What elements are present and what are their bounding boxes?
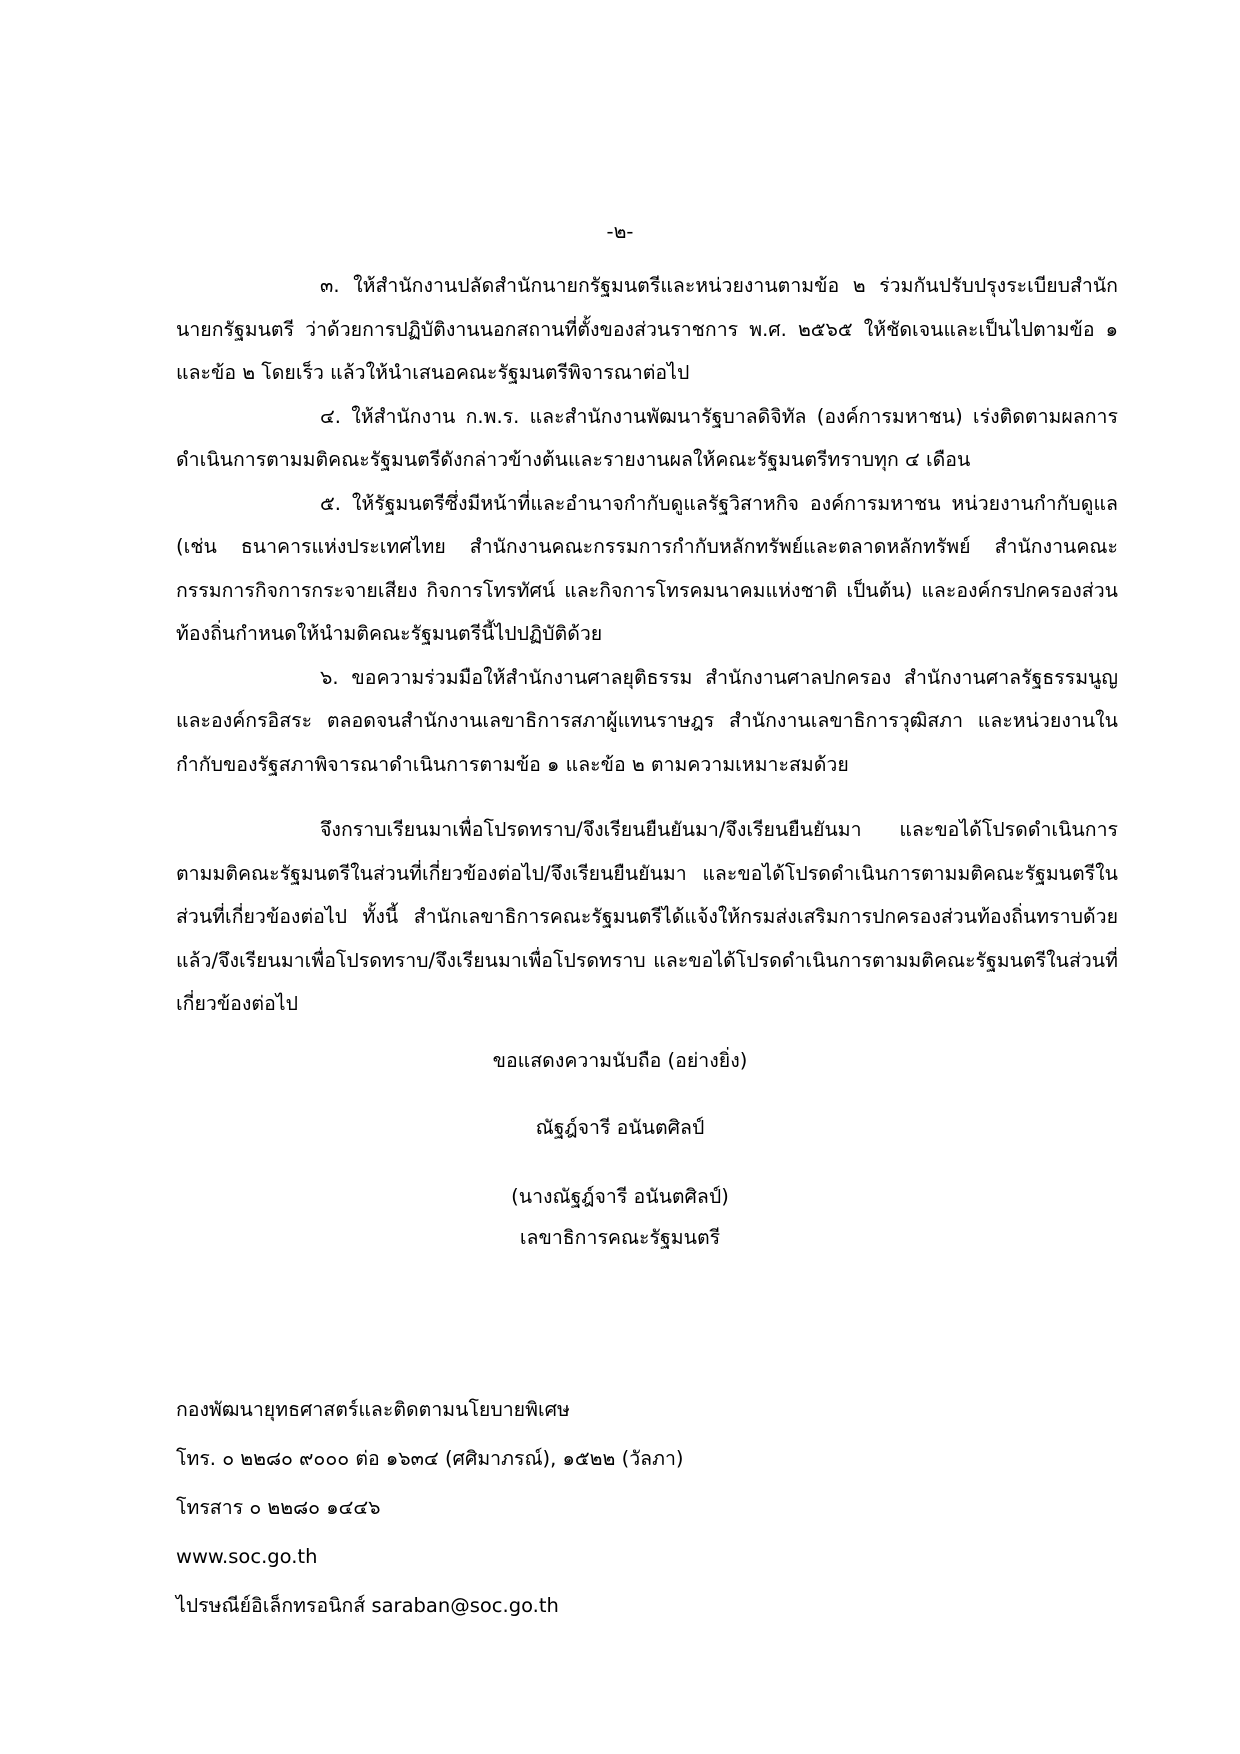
division-name: กองพัฒนายุทธศาสตร์และติดตามนโยบายพิเศษ (176, 1398, 570, 1421)
phone-line: โทร. ๐ ๒๒๘๐ ๙๐๐๐ ต่อ ๑๖๓๔ (ศศิมาภรณ์), ๑๕๒๒ (วัลภา) (176, 1447, 684, 1470)
signatory-full-name: (นางณัฐฎ์จารี อนันตศิลป์) (511, 1185, 729, 1208)
paragraph-item-3: ๓. ให้สำนักงานปลัดสำนักนายกรัฐมนตรีและหน่วยงานตามข้อ ๒ ร่วมกันปรับปรุงระเบียบสำนักนายกรัฐมนตรี ว่าด้วยการปฏิบัติงานนอกสถานที่ตั้งของส่วนราชการ พ.ศ. ๒๕๖๕ ให้ชัดเจนและเป็นไปตามข้อ ๑ และข้อ ๒ โดยเร็ว แล้วให้นำเสนอคณะรัฐมนตรีพิจารณาต่อไป (176, 274, 1118, 384)
email-line[interactable]: ไปรษณีย์อิเล็กทรอนิกส์ saraban@soc.go.th (176, 1594, 559, 1617)
contact-footer (176, 1385, 1076, 1630)
website-link[interactable]: www.soc.go.th (176, 1545, 318, 1568)
signatory-position: เลขาธิการคณะรัฐมนตรี (519, 1226, 721, 1249)
paragraph-item-5: ๕. ให้รัฐมนตรีซึ่งมีหน้าที่และอำนาจกำกับดูแลรัฐวิสาหกิจ องค์การมหาชน หน่วยงานกำกับดูแล (เช่น ธนาคารแห่งประเทศไทย สำนักงานคณะกรรมการกำกับหลักทรัพย์และตลาดหลักทรัพย์ สำนักงานคณะกรรมการกิจการกระจายเสียง กิจการโทรทัศน์ และกิจการโทรคมนาคมแห่งชาติ เป็นต้น) และองค์กรปกครองส่วนท้องถิ่นกำหนดให้นำมติคณะรัฐมนตรีนี้ไปปฏิบัติด้วย (176, 491, 1118, 645)
fax-line: โทรสาร ๐ ๒๒๘๐ ๑๔๔๖ (176, 1496, 381, 1519)
salutation: ขอแสดงความนับถือ (อย่างยิ่ง) (492, 1049, 748, 1072)
closing-paragraph: จึงกราบเรียนมาเพื่อโปรดทราบ/จึงเรียนยืนยันมา/จึงเรียนยืนยันมา และขอได้โปรดดำเนินการตามมติคณะรัฐมนตรีในส่วนที่เกี่ยวข้องต่อไป/จึงเรียนยืนยันมา และขอได้โปรดดำเนินการตามมติคณะรัฐมนตรีในส่วนที่เกี่ยวข้องต่อไป ทั้งนี้ สำนักเลขาธิการคณะรัฐมนตรีได้แจ้งให้กรมส่งเสริมการปกครองส่วนท้องถิ่นทราบด้วยแล้ว/จึงเรียนมาเพื่อโปรดทราบ/จึงเรียนมาเพื่อโปรดทราบ และขอได้โปรดดำเนินการตามมติคณะรัฐมนตรีในส่วนที่เกี่ยวข้องต่อไป (176, 818, 1118, 1015)
paragraph-item-6: ๖. ขอความร่วมมือให้สำนักงานศาลยุติธรรม สำนักงานศาลปกครอง สำนักงานศาลรัฐธรรมนูญ และองค์กรอิสระ ตลอดจนสำนักงานเลขาธิการสภาผู้แทนราษฎร สำนักงานเลขาธิการวุฒิสภา และหน่วยงานในกำกับของรัฐสภาพิจารณาดำเนินการตามข้อ ๑ และข้อ ๒ ตามความเหมาะสมด้วย (176, 665, 1118, 776)
page-number: -๒- (606, 220, 634, 243)
body-text (176, 264, 1118, 1026)
signed-name: ณัฐฎ์จารี อนันตศิลป์ (535, 1116, 705, 1139)
paragraph-item-4: ๔. ให้สำนักงาน ก.พ.ร. และสำนักงานพัฒนารัฐบาลดิจิทัล (องค์การมหาชน) เร่งติดตามผลการดำเนินการตามมติคณะรัฐมนตรีดังกล่าวข้างต้นและรายงานผลให้คณะรัฐมนตรีทราบทุก ๔ เดือน (176, 404, 1118, 471)
